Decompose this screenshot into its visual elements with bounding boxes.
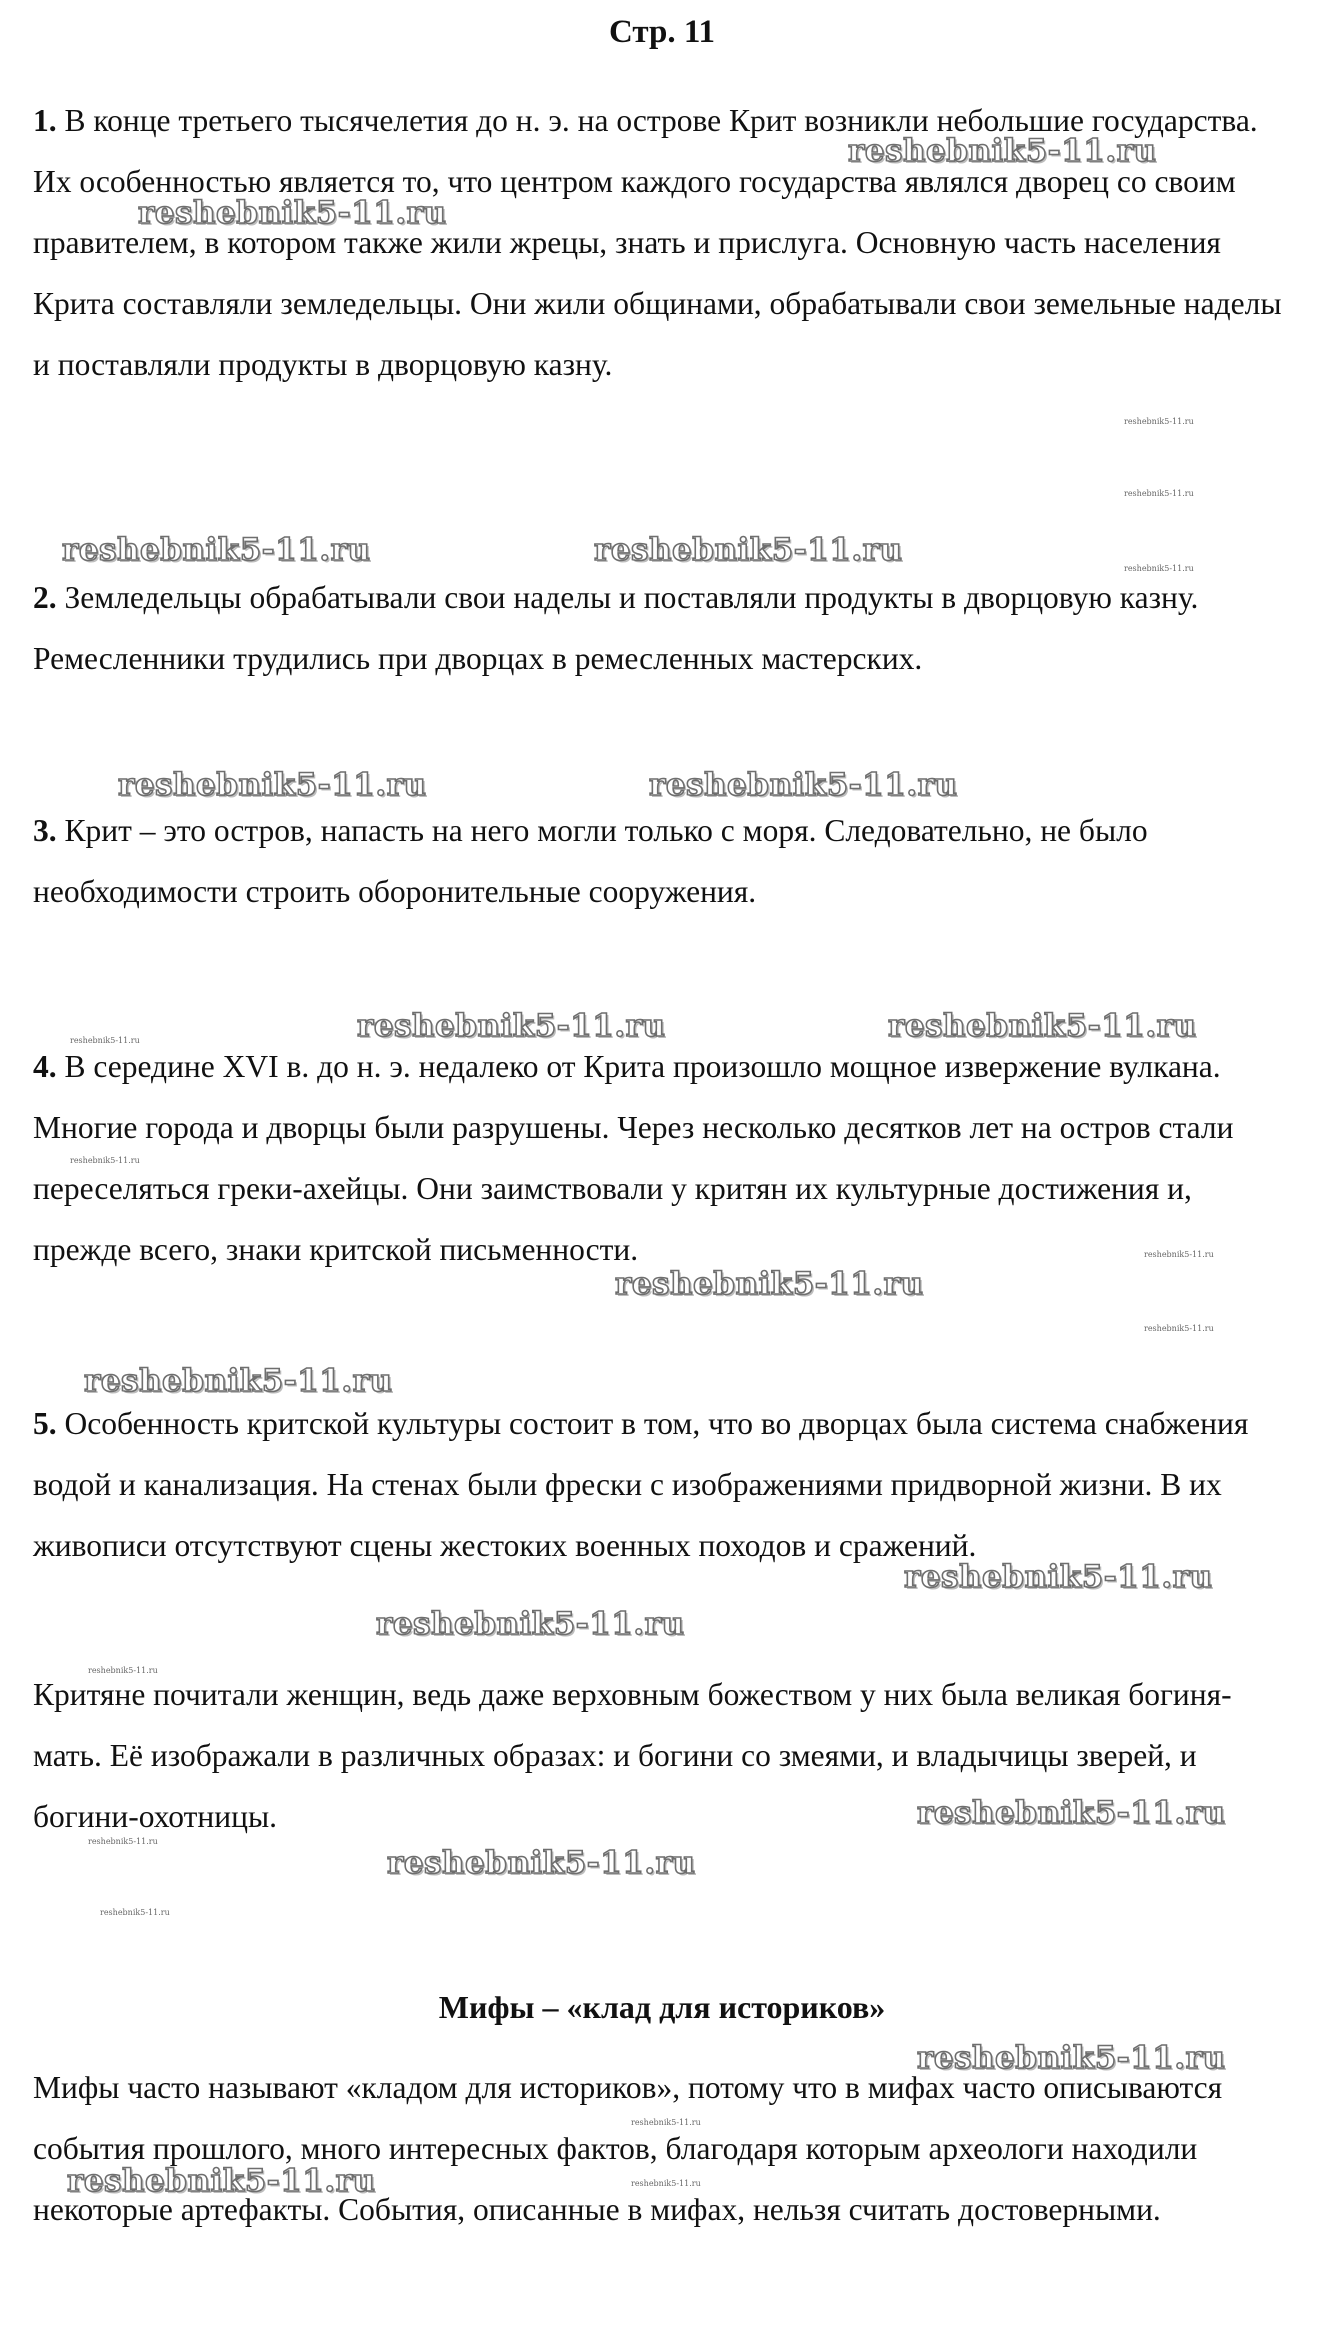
- watermark-small: reshebnik5-11.ru: [100, 1908, 170, 1917]
- watermark-small: reshebnik5-11.ru: [88, 1666, 158, 1675]
- answer-paragraph-4: [33, 1036, 1295, 1280]
- answer-number: 3.: [33, 813, 57, 848]
- watermark: reshebnik5-11.ru: [594, 532, 903, 568]
- watermark: reshebnik5-11.ru: [649, 767, 958, 803]
- watermark-small: reshebnik5-11.ru: [70, 1156, 140, 1165]
- watermark-small: reshebnik5-11.ru: [1144, 1250, 1214, 1259]
- watermark-small: reshebnik5-11.ru: [631, 2118, 701, 2127]
- watermark: reshebnik5-11.ru: [387, 1845, 696, 1881]
- watermark: reshebnik5-11.ru: [848, 133, 1157, 169]
- answer-paragraph-1: [33, 90, 1295, 395]
- watermark: reshebnik5-11.ru: [615, 1266, 924, 1302]
- extra-paragraph: Критяне почитали женщин, ведь даже верховным божеством у них была великая богиня-мать. Её изображали в различных образах: и богини со змеями, и владычицы зверей, и богини-охотницы.: [33, 1677, 1232, 1834]
- answer-number: 1.: [33, 103, 57, 138]
- answer-text: В середине XVI в. до н. э. недалеко от Крита произошло мощное извержение вулкана. Многие города и дворцы были разрушены. Через несколько десятков лет на остров стали переселяться греки-ахейцы. Они заимствовали у критян их культурные достижения и, прежде всего, знаки критской письменности.: [33, 1049, 1234, 1267]
- watermark-small: reshebnik5-11.ru: [88, 1837, 158, 1846]
- watermark: reshebnik5-11.ru: [67, 2163, 376, 2199]
- watermark: reshebnik5-11.ru: [917, 1795, 1226, 1831]
- watermark: reshebnik5-11.ru: [917, 2040, 1226, 2076]
- answer-text: Крит – это остров, напасть на него могли только с моря. Следовательно, не было необходимости строить оборонительные сооружения.: [33, 813, 1148, 909]
- answer-number: 4.: [33, 1049, 57, 1084]
- watermark: reshebnik5-11.ru: [138, 195, 447, 231]
- watermark: reshebnik5-11.ru: [118, 767, 427, 803]
- watermark: reshebnik5-11.ru: [84, 1363, 393, 1399]
- answer-text: В конце третьего тысячелетия до н. э. на острове Крит возникли небольшие государства. Их особенностью является то, что центром каждого государства являлся дворец со своим правителем, в котором также жили жрецы, знать и прислуга. Основную часть населения Крита составляли земледельцы. Они жили общинами, обрабатывали свои земельные наделы и поставляли продукты в дворцовую казну.: [33, 103, 1282, 382]
- answer-paragraph-3: [33, 800, 1295, 922]
- answer-text: Земледельцы обрабатывали свои наделы и поставляли продукты в дворцовую казну. Ремесленники трудились при дворцах в ремесленных мастерских.: [33, 580, 1199, 676]
- watermark: reshebnik5-11.ru: [357, 1008, 666, 1044]
- answer-paragraph-5: [33, 1393, 1295, 1576]
- watermark: reshebnik5-11.ru: [62, 532, 371, 568]
- watermark-small: reshebnik5-11.ru: [1124, 564, 1194, 573]
- watermark: reshebnik5-11.ru: [376, 1606, 685, 1642]
- answer-number: 5.: [33, 1406, 57, 1441]
- answer-number: 2.: [33, 580, 57, 615]
- page-title: Стр. 11: [608, 14, 716, 50]
- section-heading: Мифы – «клад для историков»: [438, 1989, 886, 2025]
- answer-paragraph-2: [33, 567, 1295, 689]
- answer-text: Особенность критской культуры состоит в том, что во дворцах была система снабжения водой и канализация. На стенах были фрески с изображениями придворной жизни. В их живописи отсутствуют сцены жестоких военных походов и сражений.: [33, 1406, 1249, 1563]
- watermark-small: reshebnik5-11.ru: [631, 2179, 701, 2188]
- myths-paragraph: Мифы часто называют «кладом для историков», потому что в мифах часто описываются события прошлого, много интересных фактов, благодаря которым археологи находили некоторые артефакты. События, описанные в мифах, нельзя считать достоверными.: [33, 2070, 1223, 2227]
- watermark-small: reshebnik5-11.ru: [1124, 489, 1194, 498]
- watermark: reshebnik5-11.ru: [904, 1559, 1213, 1595]
- watermark-small: reshebnik5-11.ru: [1124, 417, 1194, 426]
- watermark-small: reshebnik5-11.ru: [70, 1036, 140, 1045]
- watermark: reshebnik5-11.ru: [888, 1008, 1197, 1044]
- watermark-small: reshebnik5-11.ru: [1144, 1324, 1214, 1333]
